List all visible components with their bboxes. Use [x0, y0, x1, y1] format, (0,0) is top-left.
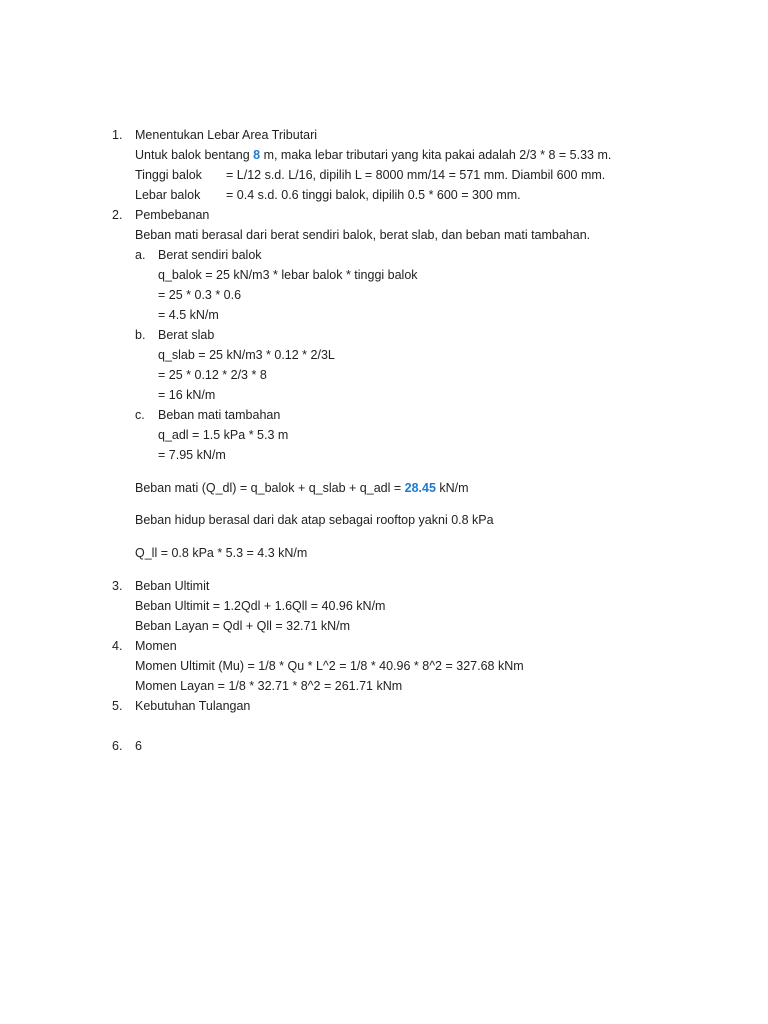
tinggi-balok-label: Tinggi balok — [135, 168, 202, 182]
span-value-highlight: 8 — [253, 148, 261, 162]
item-b-line-2: = 25 * 0.12 * 2/3 * 8 — [158, 368, 267, 382]
section-1-number: 1. — [112, 128, 123, 142]
item-b-line-3: = 16 kN/m — [158, 388, 216, 402]
section-5-number: 5. — [112, 699, 123, 713]
lebar-balok-label: Lebar balok — [135, 188, 201, 202]
section-1-tinggi-row — [135, 167, 605, 183]
section-1-lebar-row — [135, 187, 521, 203]
item-b-line-1: q_slab = 25 kN/m3 * 0.12 * 2/3L — [158, 348, 335, 362]
section-3-title: Beban Ultimit — [135, 579, 210, 593]
section-4-number: 4. — [112, 639, 123, 653]
item-a-title: Berat sendiri balok — [158, 248, 262, 262]
section-3-line-1: Beban Ultimit = 1.2Qdl + 1.6Qll = 40.96 kN/m — [135, 599, 386, 613]
section-2-intro: Beban mati berasal dari berat sendiri balok, berat slab, dan beban mati tambahan. — [135, 228, 591, 242]
item-c-line-1: q_adl = 1.5 kPa * 5.3 m — [158, 428, 289, 442]
section-5-title: Kebutuhan Tulangan — [135, 699, 251, 713]
dead-load-unit: kN/m — [435, 481, 469, 495]
item-c-line-2: = 7.95 kN/m — [158, 448, 226, 462]
section-4-line-2: Momen Layan = 1/8 * 32.71 * 8^2 = 261.71 kNm — [135, 679, 403, 693]
section-4-title: Momen — [135, 639, 177, 653]
section-2-number: 2. — [112, 208, 123, 222]
section-2-title: Pembebanan — [135, 208, 210, 222]
item-a-line-2: = 25 * 0.3 * 0.6 — [158, 288, 242, 302]
live-load-text: Beban hidup berasal dari dak atap sebagai rooftop yakni 0.8 kPa — [135, 513, 494, 527]
tinggi-balok-value: = L/12 s.d. L/16, dipilih L = 8000 mm/14 = 571 mm. Diambil 600 mm. — [226, 168, 606, 182]
item-c-title: Beban mati tambahan — [158, 408, 281, 422]
item-b-letter: b. — [135, 328, 146, 342]
dead-load-value-highlight: 28.45 — [404, 481, 436, 495]
section-1-title: Menentukan Lebar Area Tributari — [135, 128, 318, 142]
item-a-letter: a. — [135, 248, 146, 262]
span-text-pre: Untuk balok bentang — [135, 148, 254, 162]
item-c-letter: c. — [135, 408, 145, 422]
item-a-line-1: q_balok = 25 kN/m3 * lebar balok * tinggi balok — [158, 268, 418, 282]
item-a-line-3: = 4.5 kN/m — [158, 308, 219, 322]
span-text-post: m, maka lebar tributari yang kita pakai adalah 2/3 * 8 = 5.33 m. — [260, 148, 612, 162]
dead-load-total — [135, 480, 469, 496]
section-6-title: 6 — [135, 739, 142, 753]
dead-load-formula: Beban mati (Q_dl) = q_balok + q_slab + q_adl = — [135, 481, 405, 495]
section-3-number: 3. — [112, 579, 123, 593]
section-3-line-2: Beban Layan = Qdl + Qll = 32.71 kN/m — [135, 619, 351, 633]
section-4-line-1: Momen Ultimit (Mu) = 1/8 * Qu * L^2 = 1/8 * 40.96 * 8^2 = 327.68 kNm — [135, 659, 524, 673]
section-6-number: 6. — [112, 739, 123, 753]
live-load-formula: Q_ll = 0.8 kPa * 5.3 = 4.3 kN/m — [135, 546, 308, 560]
item-b-title: Berat slab — [158, 328, 215, 342]
section-1-line-span — [135, 147, 611, 163]
lebar-balok-value: = 0.4 s.d. 0.6 tinggi balok, dipilih 0.5 * 600 = 300 mm. — [226, 188, 521, 202]
